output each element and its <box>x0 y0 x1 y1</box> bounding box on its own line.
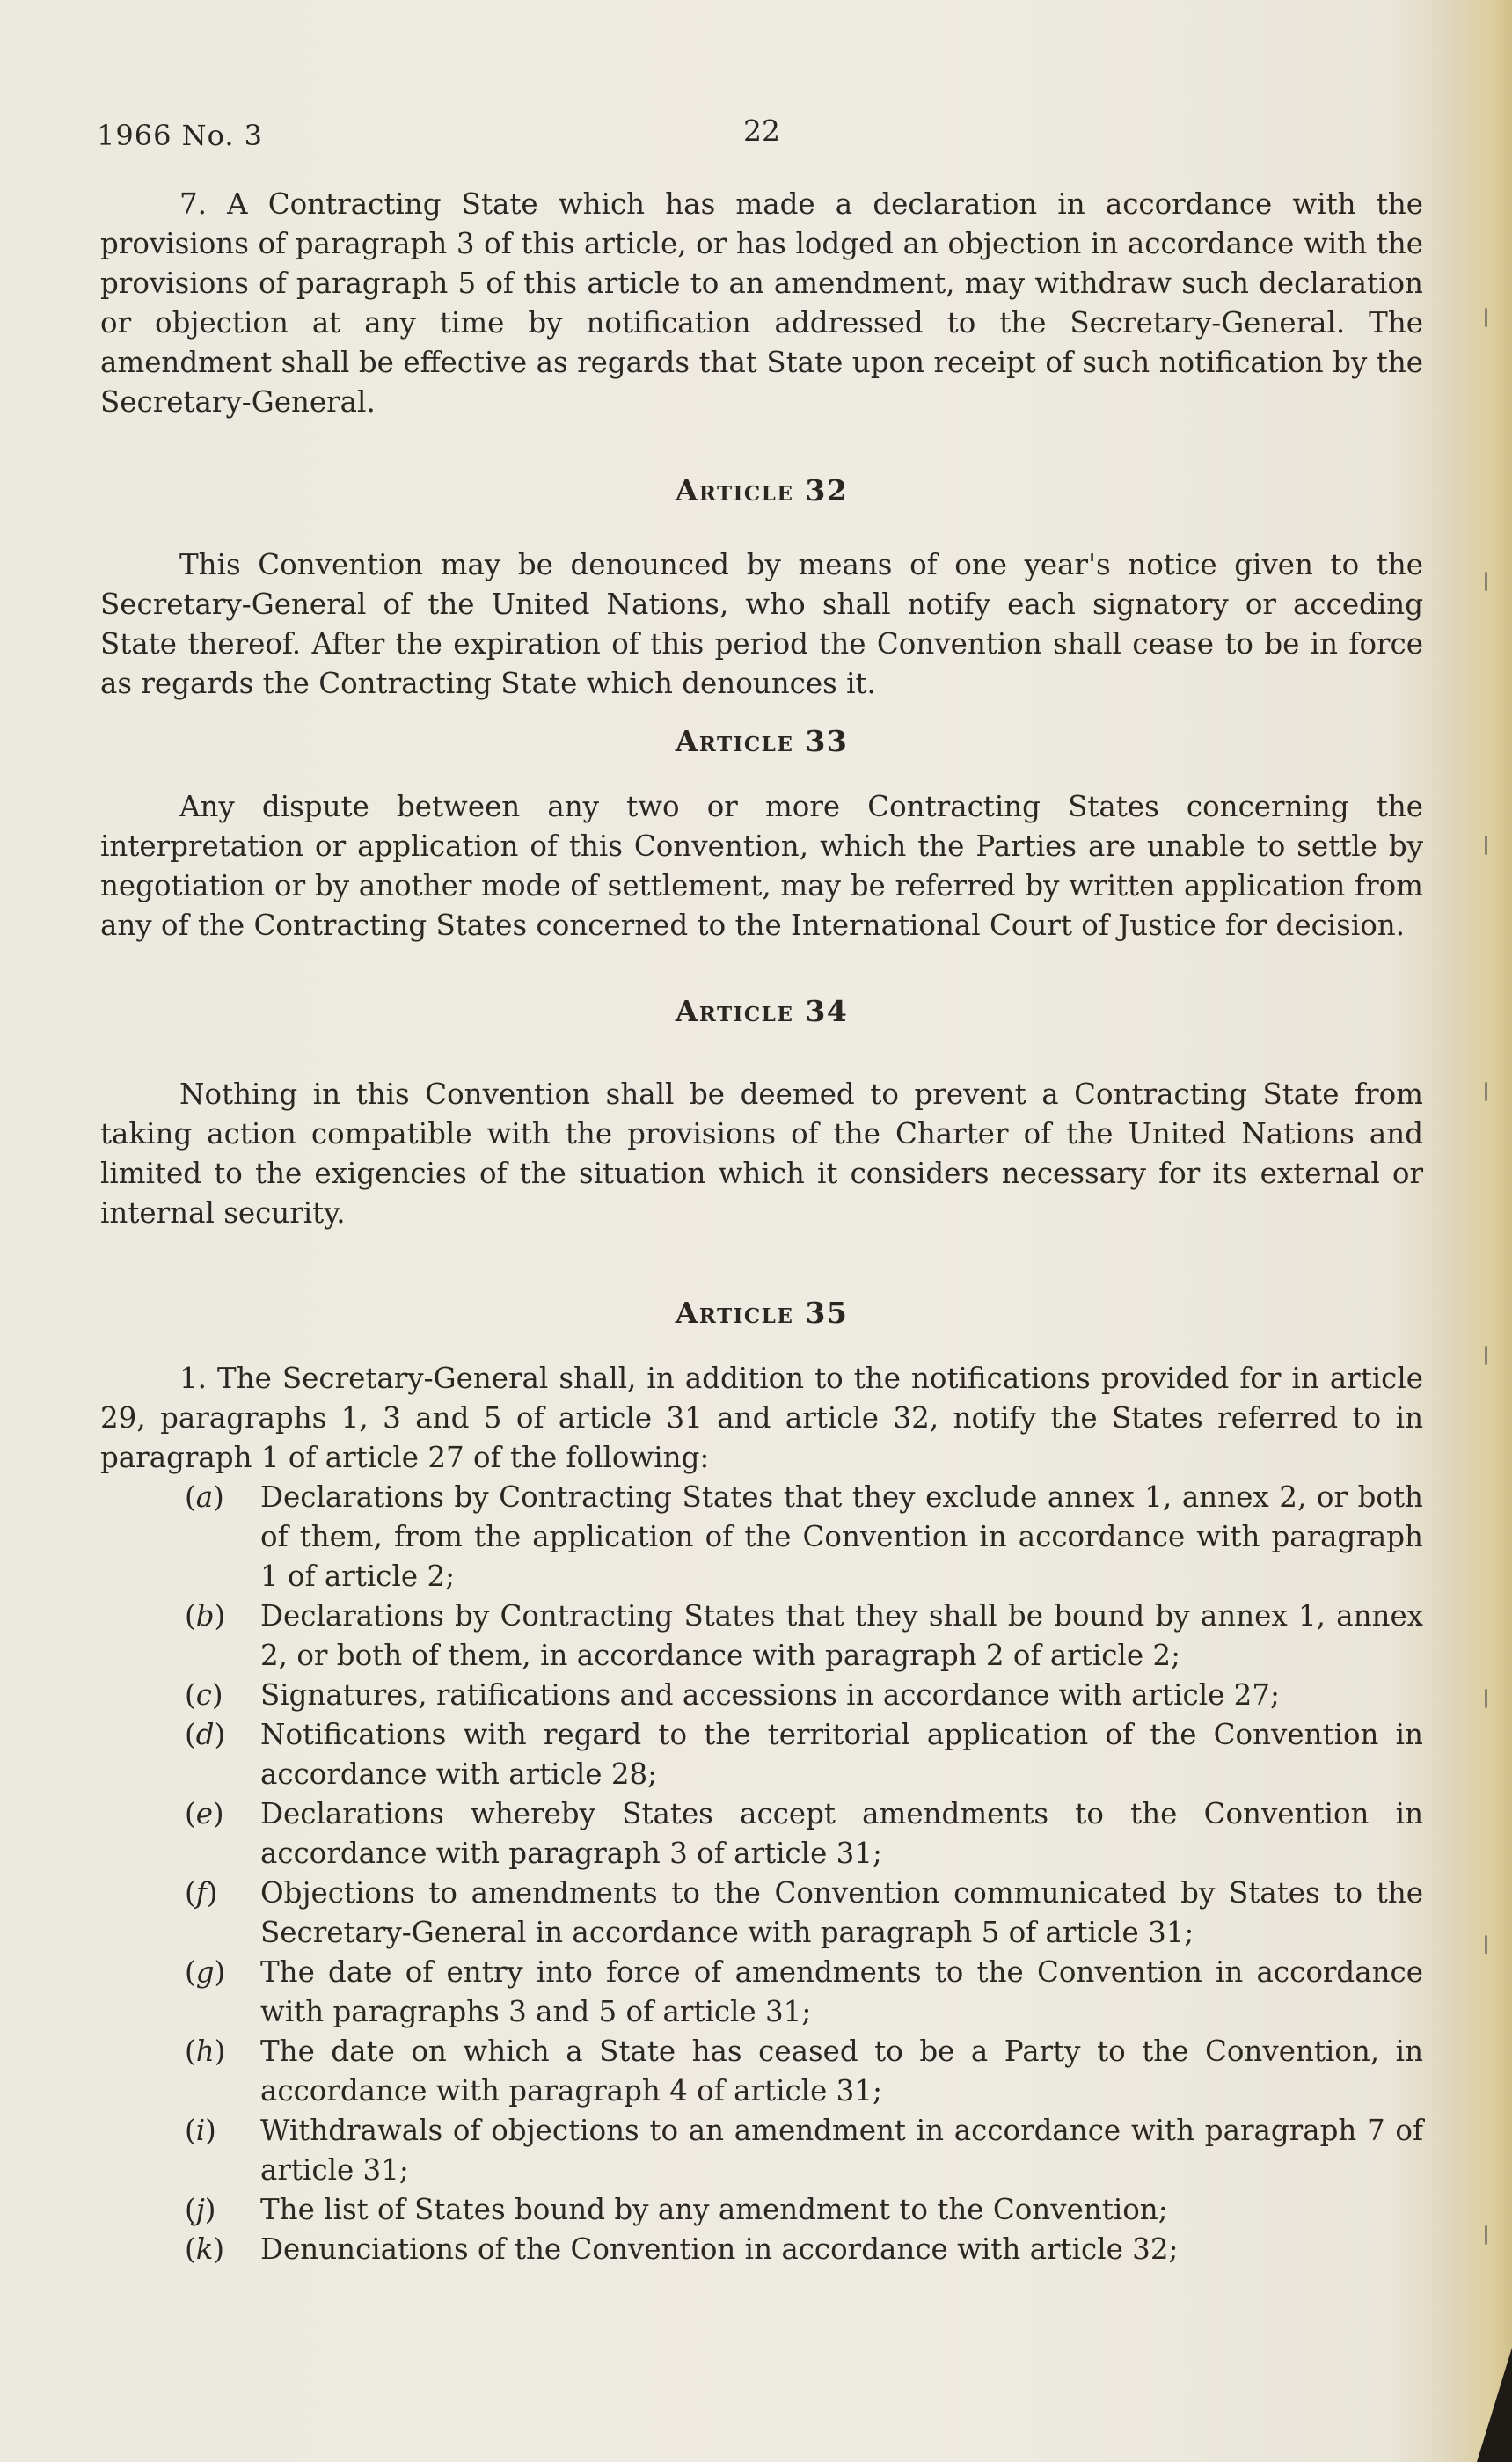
item-text: Withdrawals of objections to an amendment in accordance with paragraph 7 of article 31; <box>260 2114 1423 2187</box>
article-34-heading: Article 34 <box>675 994 849 1028</box>
list-item <box>100 2111 1423 2190</box>
item-marker: (d) <box>185 1718 226 1751</box>
list-item <box>100 1596 1423 1676</box>
item-marker: (i) <box>185 2114 216 2147</box>
item-text: Declarations whereby States accept amendments to the Convention in accordance with paragraph 3 of article 31; <box>260 1797 1423 1870</box>
article-33-text: Any dispute between any two or more Contracting States concerning the interpretation or application of this Convention, which the Parties are unable to settle by negotiation or by another mode of settlement, may be referred by written application from any of the Contracting States concerned to the International Court of Justice for decision. <box>100 790 1423 942</box>
margin-tick <box>1485 308 1487 327</box>
list-item <box>100 2032 1423 2111</box>
page-edge-shadow <box>1459 0 1512 2462</box>
list-item <box>100 1953 1423 2032</box>
article-32-heading: Article 32 <box>675 473 849 508</box>
item-text: The date of entry into force of amendments to the Convention in accordance with paragraphs 3 and 5 of article 31; <box>260 1955 1423 2028</box>
article-34-text: Nothing in this Convention shall be deemed to prevent a Contracting State from taking action compatible with the provisions of the Charter of the United Nations and limited to the exigencies of the situation which it considers necessary for its external or internal security. <box>100 1078 1423 1230</box>
page-number: 22 <box>743 113 780 148</box>
item-marker: (k) <box>185 2232 225 2266</box>
article-35-heading: Article 35 <box>675 1296 849 1330</box>
margin-tick <box>1485 1082 1487 1101</box>
paragraph-7: 7. A Contracting State which has made a declaration in accordance with the provisions of paragraph 3 of this article, or has lodged an objection in accordance with the provisions of paragraph 5 of this article to an amendment, may withdraw such declaration or objection at any time by notification addressed to the Secretary-General. The amendment shall be effective as regards that State upon receipt of such notification by the Secretary-General. <box>100 187 1423 419</box>
item-marker: (g) <box>185 1955 226 1989</box>
margin-tick <box>1485 1935 1487 1954</box>
item-text: The list of States bound by any amendment to the Convention; <box>260 2193 1168 2226</box>
item-marker: (h) <box>185 2035 226 2068</box>
list-item <box>100 2190 1423 2230</box>
list-item <box>100 1794 1423 1874</box>
item-marker: (c) <box>185 1678 223 1712</box>
item-marker: (f) <box>185 1876 218 1910</box>
item-marker: (a) <box>185 1480 224 1514</box>
list-item <box>100 1676 1423 1715</box>
page-corner-shadow <box>1477 2348 1512 2462</box>
page-header <box>97 113 1434 163</box>
document-body <box>100 185 1423 2269</box>
item-text: Denunciations of the Convention in accordance with article 32; <box>260 2232 1179 2266</box>
item-text: The date on which a State has ceased to be a Party to the Convention, in accordance with paragraph 4 of article 31; <box>260 2035 1423 2108</box>
header-year-number: 1966 No. 3 <box>97 119 264 152</box>
item-text: Objections to amendments to the Convention communicated by States to the Secretary-General in accordance with paragraph 5 of article 31; <box>260 1876 1423 1949</box>
list-item <box>100 1715 1423 1794</box>
list-item <box>100 1874 1423 1953</box>
margin-tick <box>1485 1346 1487 1365</box>
item-marker: (e) <box>185 1797 224 1830</box>
list-item <box>100 2230 1423 2269</box>
margin-tick <box>1485 572 1487 591</box>
item-text: Signatures, ratifications and accessions in accordance with article 27; <box>260 1678 1280 1712</box>
margin-tick <box>1485 1689 1487 1708</box>
margin-tick <box>1485 2225 1487 2245</box>
item-text: Declarations by Contracting States that they shall be bound by annex 1, annex 2, or both of them, in accordance with paragraph 2 of article 2; <box>260 1599 1423 1672</box>
article-35-text: 1. The Secretary-General shall, in addition to the notifications provided for in article 29, paragraphs 1, 3 and 5 of article 31 and article 32, notify the States referred to in paragraph 1 of article 27 of the following: <box>100 1362 1423 1474</box>
article-32-text: This Convention may be denounced by means of one year's notice given to the Secretary-General of the United Nations, who shall notify each signatory or acceding State thereof. After the expiration of this period the Convention shall cease to be in force as regards the Contracting State which denounces it. <box>100 548 1423 700</box>
item-marker: (b) <box>185 1599 226 1633</box>
item-text: Declarations by Contracting States that they exclude annex 1, annex 2, or both of them, from the application of the Convention in accordance with paragraph 1 of article 2; <box>260 1480 1423 1593</box>
article-33-heading: Article 33 <box>675 724 849 758</box>
notification-items-list <box>100 1478 1423 2269</box>
item-marker: (j) <box>185 2193 216 2226</box>
margin-tick <box>1485 836 1487 855</box>
list-item <box>100 1478 1423 1596</box>
item-text: Notifications with regard to the territorial application of the Convention in accordance with article 28; <box>260 1718 1423 1791</box>
